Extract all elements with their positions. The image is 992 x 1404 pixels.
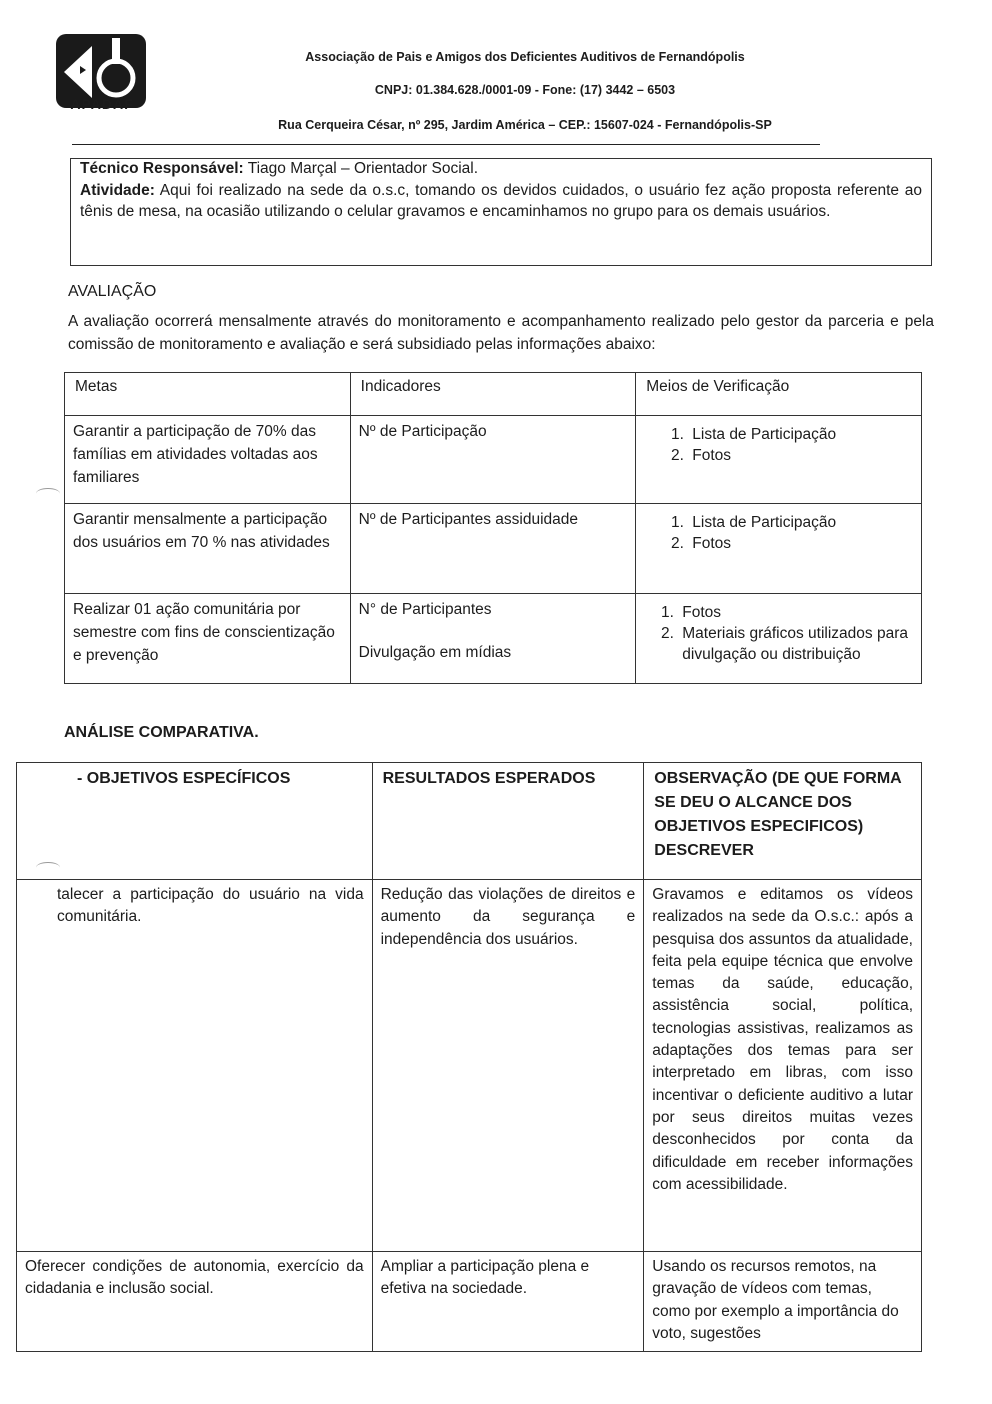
atividade-value: Aqui foi realizado na sede da o.s.c, tomando os devidos cuidados, o usuário fez ação proposta referente ao tênis de mesa, na ocasião utilizando o celular gravamos e encaminhamos no grupo para os demais usuários. bbox=[80, 182, 922, 220]
meios-cell bbox=[636, 416, 922, 504]
table-row bbox=[65, 594, 922, 684]
logo-text: APADAF bbox=[70, 96, 134, 112]
address-line: Rua Cerqueira César, nº 295, Jardim América – CEP.: 15607-024 - Fernandópolis-SP bbox=[278, 118, 772, 132]
tecnico-label: Técnico Responsável: bbox=[80, 160, 244, 177]
header-divider bbox=[72, 144, 820, 145]
resultado-cell: Ampliar a participação plena e efetiva na sociedade. bbox=[372, 1252, 644, 1352]
scan-artifact bbox=[36, 862, 60, 873]
list-item: 1. Lista de Participação bbox=[688, 424, 913, 445]
tecnico-responsavel bbox=[80, 158, 478, 179]
cnpj-phone-line: CNPJ: 01.384.628./0001-09 - Fone: (17) 3442 – 6503 bbox=[374, 83, 676, 97]
list-item: 2. Materiais gráficos utilizados para divulgação ou distribuição bbox=[678, 623, 913, 665]
indicador-cell: Nº de Participação bbox=[350, 416, 636, 504]
resultado-cell: Redução das violações de direitos e aumento da segurança e independência dos usuários. bbox=[372, 880, 644, 1252]
meta-cell: Garantir mensalmente a participação dos usuários em 70 % nas atividades bbox=[65, 504, 351, 594]
objetivo-cell: Oferecer condições de autonomia, exercício da cidadania e inclusão social. bbox=[17, 1252, 373, 1352]
meios-cell bbox=[636, 594, 922, 684]
analise-heading: ANÁLISE COMPARATIVA. bbox=[64, 724, 259, 741]
objetivo-cell: talecer a participação do usuário na vida comunitária. bbox=[17, 880, 373, 1252]
meta-cell: Realizar 01 ação comunitária por semestre com fins de conscientização e prevenção bbox=[65, 594, 351, 684]
list-item: 1. Fotos bbox=[678, 602, 913, 623]
tecnico-value: Tiago Marçal – Orientador Social. bbox=[243, 160, 479, 177]
atividade-label: Atividade: bbox=[80, 182, 155, 199]
table-row bbox=[17, 1252, 922, 1352]
analise-table bbox=[16, 762, 922, 1352]
atividade bbox=[80, 180, 922, 222]
list-item: 1. Lista de Participação bbox=[688, 512, 913, 533]
table-row bbox=[65, 504, 922, 594]
list-item: 2. Fotos bbox=[688, 445, 913, 466]
scan-artifact bbox=[36, 488, 60, 499]
header-resultados: RESULTADOS ESPERADOS bbox=[372, 763, 644, 880]
avaliacao-text: A avaliação ocorrerá mensalmente através do monitoramento e acompanhamento realizado pelo gestor da parceria e pela comissão de monitoramento e avaliação e será subsidiado pelas informações abaixo: bbox=[68, 313, 934, 353]
meios-list bbox=[644, 512, 913, 554]
table-row bbox=[65, 416, 922, 504]
meios-list bbox=[644, 602, 913, 665]
indicador-cell: Nº de Participantes assiduidade bbox=[350, 504, 636, 594]
meta-cell: Garantir a participação de 70% das famílias em atividades voltadas aos familiares bbox=[65, 416, 351, 504]
meios-cell bbox=[636, 504, 922, 594]
table-row bbox=[17, 880, 922, 1252]
header-meios: Meios de Verificação bbox=[636, 373, 922, 416]
observacao-cell: Usando os recursos remotos, na gravação de vídeos com temas, como por exemplo a importância do voto, sugestões bbox=[644, 1252, 922, 1352]
indicador-cell bbox=[350, 594, 636, 684]
organization-name: Associação de Pais e Amigos dos Deficientes Auditivos de Fernandópolis bbox=[305, 50, 745, 64]
avaliacao-heading: AVALIAÇÃO bbox=[68, 283, 157, 300]
indicador-line: Divulgação em mídias bbox=[358, 644, 512, 661]
list-item: 2. Fotos bbox=[688, 533, 913, 554]
observacao-cell: Gravamos e editamos os vídeos realizados na sede da O.s.c.: após a pesquisa dos assuntos da atualidade, feita pela equipe técnica que envolve temas da saúde, educação, assistência social, política, tecnologias assistivas, realizamos as adaptações dos temas para ser interpretado em libras, com isso incentivar o deficiente auditivo a lutar por seus direitos muitas vezes desconhecidos por conta da dificuldade em receber informações com acessibilidade. bbox=[644, 880, 922, 1252]
header-metas: Metas bbox=[65, 373, 351, 416]
meios-list bbox=[644, 424, 913, 466]
indicador-line: N° de Participantes bbox=[358, 601, 492, 618]
metas-table bbox=[64, 372, 922, 684]
table-header-row bbox=[65, 373, 922, 416]
table-header-row bbox=[17, 763, 922, 880]
header-objetivos: - OBJETIVOS ESPECÍFICOS bbox=[17, 763, 373, 880]
header-observacao: OBSERVAÇÃO (DE QUE FORMA SE DEU O ALCANCE DOS OBJETIVOS ESPECIFICOS) DESCREVER bbox=[644, 763, 922, 880]
header-indicadores: Indicadores bbox=[350, 373, 636, 416]
